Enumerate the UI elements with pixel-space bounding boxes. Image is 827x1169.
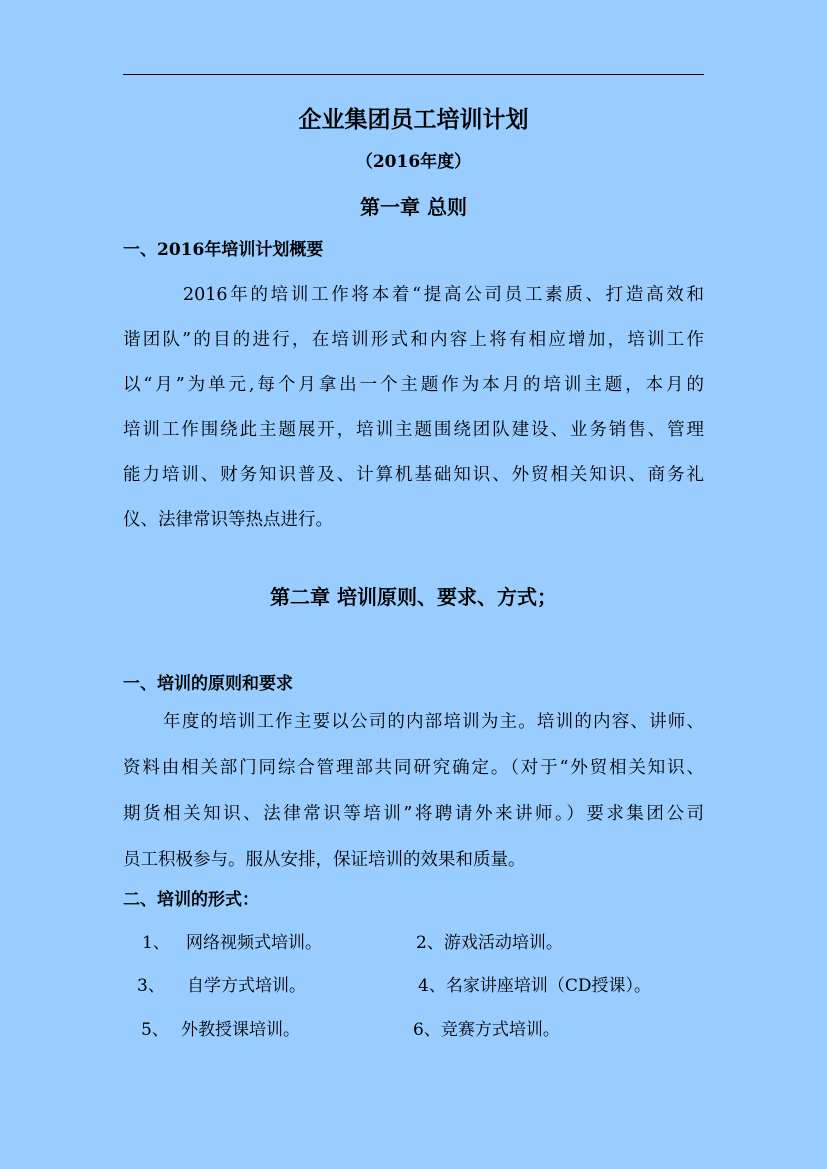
paragraph-line: 资料由相关部门同综合管理部共同研究确定。（对于“外贸相关知识、 [123, 758, 704, 778]
item-number: 2、 [416, 933, 444, 953]
document-subtitle: （2016年度） [355, 152, 472, 172]
training-form-item [137, 972, 306, 1000]
overview-paragraph [123, 279, 704, 549]
training-form-item [416, 929, 563, 957]
header-rule [123, 74, 704, 75]
paragraph-line: 以“月”为单元,每个月拿出一个主题作为本月的培训主题，本月的 [123, 375, 704, 395]
item-text: 竞赛方式培训。 [440, 1020, 560, 1040]
item-text: 网络视频式培训。 [186, 933, 322, 953]
item-text: 自学方式培训。 [187, 976, 306, 996]
paragraph-line: 期货相关知识、法律常识等培训”将聘请外来讲师。）要求集团公司 [123, 804, 704, 824]
item-text: 外教授课培训。 [181, 1020, 300, 1040]
section-principles-heading: 一、培训的原则和要求 [123, 674, 293, 694]
paragraph-line: 谐团队”的目的进行，在培训形式和内容上将有相应增加，培训工作 [123, 330, 704, 350]
paragraph-line: 仪、法律常识等热点进行。 [123, 510, 333, 530]
item-text: 名家讲座培训（CD授课）。 [445, 976, 651, 996]
chapter-1-heading: 第一章 总则 [360, 195, 467, 219]
training-form-item [418, 972, 651, 1000]
item-number: 5、 [141, 1020, 169, 1040]
item-text: 游戏活动培训。 [443, 933, 563, 953]
item-number: 1、 [142, 933, 170, 953]
paragraph-line: 年度的培训工作主要以公司的内部培训为主。培训的内容、讲师、 [163, 712, 704, 732]
document-title: 企业集团员工培训计划 [298, 106, 529, 133]
paragraph-line: 员工积极参与。服从安排，保证培训的效果和质量。 [123, 850, 526, 870]
paragraph-line: 能力培训、财务知识普及、计算机基础知识、外贸相关知识、商务礼 [123, 465, 704, 485]
chapter-2-heading: 第二章 培训原则、要求、方式； [270, 585, 557, 609]
training-form-item [142, 929, 322, 957]
training-form-item [141, 1016, 300, 1044]
section-forms-heading: 二、培训的形式： [123, 890, 259, 910]
paragraph-line: 2016年的培训工作将本着“提高公司员工素质、打造高效和 [183, 285, 704, 305]
item-number: 4、 [418, 976, 446, 996]
item-number: 3、 [137, 976, 165, 996]
training-form-item [413, 1016, 560, 1044]
principles-paragraph [123, 706, 704, 890]
paragraph-line: 培训工作围绕此主题展开，培训主题围绕团队建设、业务销售、管理 [123, 420, 704, 440]
item-number: 6、 [413, 1020, 441, 1040]
section-overview-heading: 一、2016年培训计划概要 [123, 240, 324, 260]
